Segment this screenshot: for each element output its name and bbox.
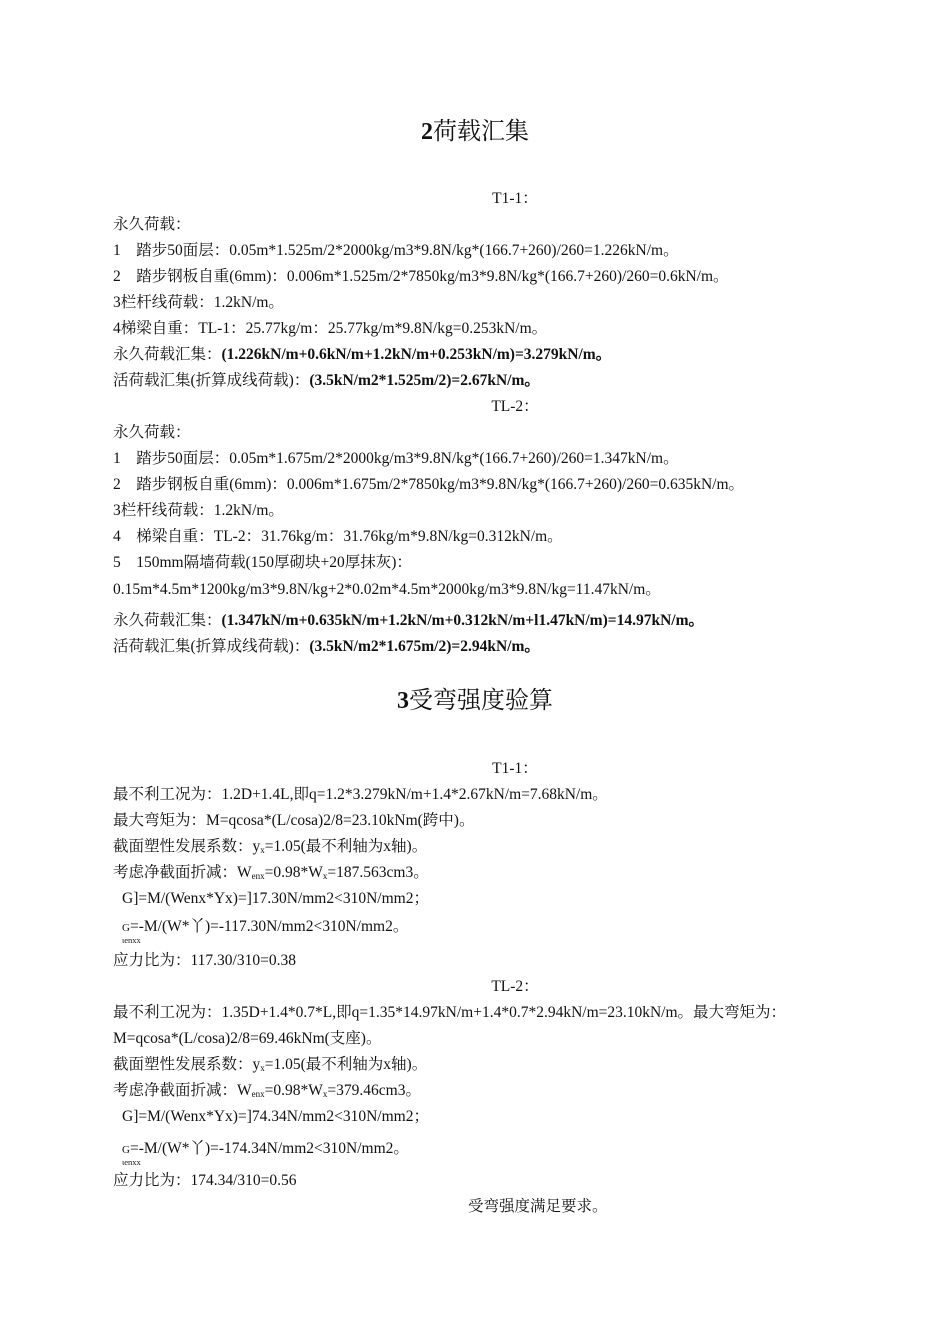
sum-value: (1.226kN/m+0.6kN/m+1.2kN/m+0.253kN/m)=3.279kN/m。 — [221, 346, 612, 363]
load-line: 4梯梁自重：TL-1：25.77kg/m：25.77kg/m*9.8N/kg=0.253kN/m。 — [113, 320, 548, 337]
stress-check-line: G=-M/(W*丫)=-174.34N/mm2<310N/mm2。 — [122, 1140, 409, 1157]
load-line: 0.15m*4.5m*1200kg/m3*9.8N/kg+2*0.02m*4.5m*2000kg/m3*9.8N/kg=11.47kN/m。 — [113, 581, 661, 598]
load-line: 3栏杆线荷载：1.2kN/m。 — [113, 502, 284, 519]
permanent-load-sum — [113, 611, 704, 631]
stress-check-line: G]=M/(Wenx*Yx)=]74.34N/mm2<310N/mm2； — [122, 1108, 429, 1125]
stress-ratio: 应力比为：174.34/310=0.56 — [113, 1172, 297, 1189]
sum-value: (1.347kN/m+0.635kN/m+1.2kN/m+0.312kN/m+l1.47kN/m)=14.97kN/m。 — [221, 612, 704, 629]
t1-label: T1-1： — [492, 760, 538, 777]
section-2-heading — [0, 117, 950, 147]
load-line: 5 150mm隔墙荷载(150厚砌块+20厚抹灰)： — [113, 554, 412, 571]
load-line: 3栏杆线荷载：1.2kN/m。 — [113, 294, 284, 311]
t1-label: T1-1： — [492, 190, 538, 207]
section-number: 3 — [397, 688, 409, 714]
tl2-label: TL-2： — [491, 398, 539, 415]
check-line: 最不利工况为：1.2D+1.4L,即q=1.2*3.279kN/m+1.4*2.67kN/m=7.68kN/m。 — [113, 786, 608, 803]
live-load-sum — [113, 637, 540, 657]
section-title: 荷载汇集 — [433, 119, 529, 145]
check-line: 考虑净截面折减：$W_{enx}=0.98*W_x=187.563cm3$。 — [113, 864, 429, 881]
check-line: 考虑净截面折减：$W_{enx}=0.98*W_x=379.46cm3$。 — [113, 1082, 421, 1099]
section-3-heading — [0, 686, 950, 716]
check-line: 截面塑性发展系数：$y_x=1.05$(最不利轴为x轴)。 — [113, 1056, 428, 1073]
formula-subscript: ιenxx — [122, 1157, 141, 1167]
load-line: 4 梯梁自重：TL-2：31.76kg/m：31.76kg/m*9.8N/kg=0.312kN/m。 — [113, 528, 563, 545]
check-line: 最不利工况为：1.35D+1.4*0.7*L,即q=1.35*14.97kN/m+1.4*0.7*2.94kN/m=23.10kN/m。最大弯矩为： — [113, 1004, 787, 1021]
formula-subscript: ιenxx — [122, 935, 141, 945]
stress-check-line: G=-M/(W*丫)=-117.30N/mm2<310N/mm2。 — [122, 918, 409, 935]
tl2-label: TL-2： — [491, 978, 539, 995]
permanent-load-heading: 永久荷载： — [113, 424, 191, 441]
section-title: 受弯强度验算 — [409, 688, 553, 714]
stress-ratio: 应力比为：117.30/310=0.38 — [113, 952, 296, 969]
section-number: 2 — [421, 119, 433, 145]
sum-label: 永久荷载汇集： — [113, 346, 222, 363]
check-line: 截面塑性发展系数：$y_x=1.05$(最不利轴为x轴)。 — [113, 838, 428, 855]
load-line: 2 踏步钢板自重(6mm)：0.006m*1.525m/2*7850kg/m3*9.8N/kg*(166.7+260)/260=0.6kN/m。 — [113, 268, 729, 285]
sum-label: 活荷载汇集(折算成线荷载)： — [113, 638, 310, 655]
sum-value: (3.5kN/m2*1.525m/2)=2.67kN/m。 — [309, 372, 540, 389]
load-line: 1 踏步50面层：0.05m*1.525m/2*2000kg/m3*9.8N/kg*(166.7+260)/260=1.226kN/m。 — [113, 242, 679, 259]
check-line: M=qcosa*(L/cosa)2/8=69.46kNm(支座)。 — [113, 1030, 382, 1047]
sum-label: 永久荷载汇集： — [113, 612, 222, 629]
load-line: 1 踏步50面层：0.05m*1.675m/2*2000kg/m3*9.8N/kg*(166.7+260)/260=1.347kN/m。 — [113, 450, 679, 467]
check-line: 最大弯矩为：M=qcosa*(L/cosa)2/8=23.10kNm(跨中)。 — [113, 812, 475, 829]
conclusion: 受弯强度满足要求。 — [468, 1198, 608, 1215]
load-line: 2 踏步钢板自重(6mm)：0.006m*1.675m/2*7850kg/m3*9.8N/kg*(166.7+260)/260=0.635kN/m。 — [113, 476, 745, 493]
stress-check-line: G]=M/(Wenx*Yx)=]17.30N/mm2<310N/mm2； — [122, 890, 429, 907]
sum-value: (3.5kN/m2*1.675m/2)=2.94kN/m。 — [309, 638, 540, 655]
sum-label: 活荷载汇集(折算成线荷载)： — [113, 372, 310, 389]
live-load-sum — [113, 371, 540, 391]
permanent-load-heading: 永久荷载： — [113, 216, 191, 233]
permanent-load-sum — [113, 345, 611, 365]
